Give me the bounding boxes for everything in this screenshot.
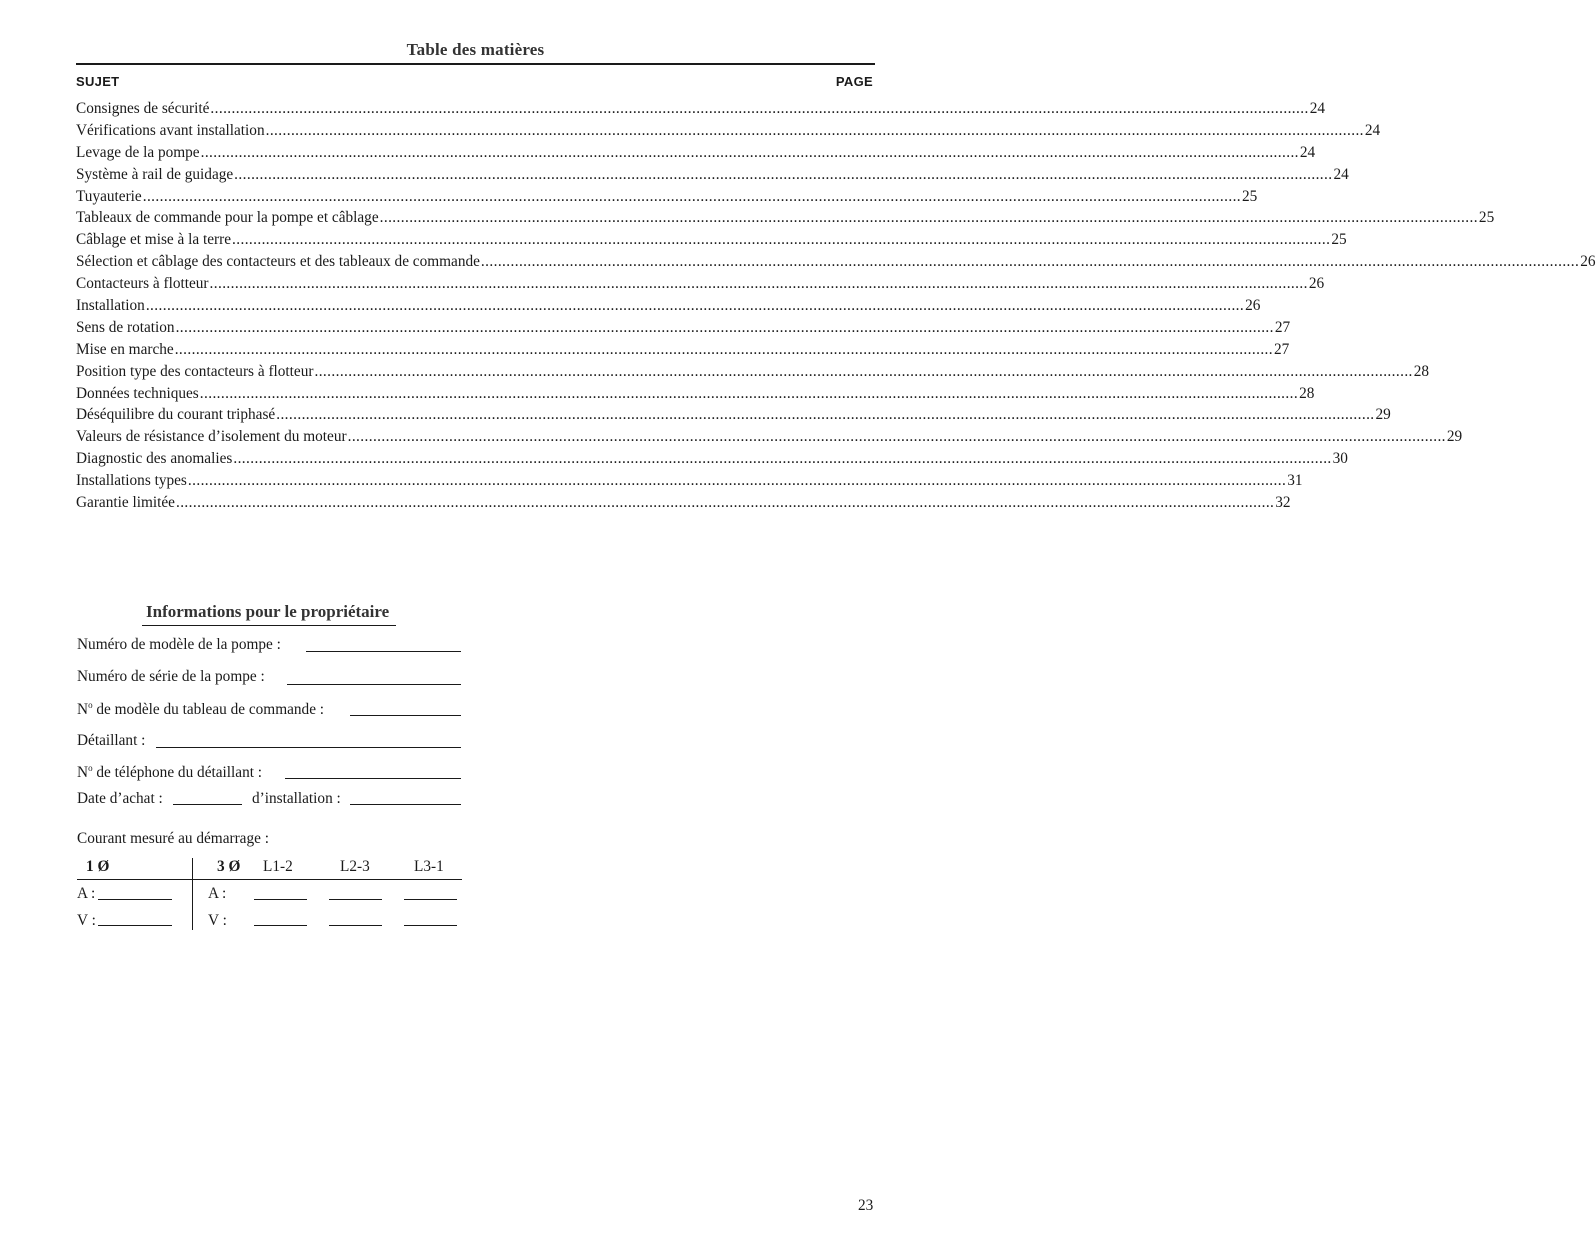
toc-entry: [76, 98, 1325, 120]
toc-entry: [76, 295, 1261, 317]
toc-entry-page: 29: [1375, 406, 1391, 424]
toc-entry-subject: Tuyauterie: [76, 187, 142, 205]
toc-col-page: PAGE: [835, 74, 873, 89]
pump-serial-label: Numéro de série de la pompe :: [77, 668, 265, 685]
toc-entry-page: 31: [1287, 472, 1303, 490]
toc-leader-dots: ....................................................................................................................................................................................................................................................................: [199, 384, 1299, 402]
three-amps-l1-2-field[interactable]: [254, 899, 307, 900]
install-date-label: d’installation :: [252, 790, 341, 807]
toc-entry-subject: Sens de rotation: [76, 318, 175, 336]
three-amps-label: A :: [208, 885, 227, 902]
current-table-rule: [77, 879, 462, 880]
toc-leader-dots: ....................................................................................................................................................................................................................................................................: [314, 362, 1413, 380]
toc-entry-subject: Déséquilibre du courant triphasé: [76, 406, 276, 424]
toc-entry-subject: Données techniques: [76, 384, 199, 402]
single-volts-field[interactable]: [98, 925, 172, 926]
toc-leader-dots: ....................................................................................................................................................................................................................................................................: [234, 165, 1333, 183]
single-volts-label: V :: [77, 912, 96, 929]
toc-leader-dots: ....................................................................................................................................................................................................................................................................: [379, 209, 1478, 227]
toc-entry-subject: Contacteurs à flotteur: [76, 275, 209, 293]
toc-col-subject: SUJET: [76, 74, 120, 89]
toc-entry-page: 27: [1274, 340, 1290, 358]
toc-entry-subject: Diagnostic des anomalies: [76, 450, 233, 468]
toc-leader-dots: ....................................................................................................................................................................................................................................................................: [175, 494, 1275, 512]
toc-entry: [76, 383, 1315, 405]
single-phase-header: 1 Ø: [86, 858, 110, 875]
purchase-date-field[interactable]: [173, 804, 242, 805]
toc-entry-page: 30: [1332, 450, 1348, 468]
toc-entry: [76, 207, 1495, 229]
install-date-field[interactable]: [350, 804, 461, 805]
toc-entry-page: 32: [1275, 494, 1291, 512]
toc-entry-subject: Sélection et câblage des contacteurs et des tableaux de commande: [76, 253, 480, 271]
phase-l3-1-header: L3-1: [414, 858, 444, 875]
toc-entry-page: 29: [1446, 428, 1463, 446]
three-amps-l3-1-field[interactable]: [404, 899, 457, 900]
toc-entry-page: 24: [1309, 100, 1325, 117]
toc-entry: [76, 317, 1291, 339]
pump-model-label: Numéro de modèle de la pompe :: [77, 636, 281, 653]
toc-leader-dots: ....................................................................................................................................................................................................................................................................: [233, 450, 1332, 468]
toc-entry: [76, 120, 1381, 142]
toc-entry-page: 26: [1580, 253, 1596, 271]
toc-entry-subject: Levage de la pompe: [76, 143, 200, 161]
dealer-phone-text: de téléphone du détaillant :: [92, 764, 263, 781]
toc-entry: [76, 448, 1348, 470]
purchase-date-label: Date d’achat :: [77, 790, 163, 807]
toc-entry-subject: Vérifications avant installation: [76, 121, 265, 139]
no-abbrev: N: [77, 701, 89, 718]
toc-entry-page: 27: [1274, 318, 1291, 336]
phase-l1-2-header: L1-2: [263, 858, 293, 875]
toc-entry: [76, 470, 1303, 492]
no-sup: o: [88, 700, 93, 710]
toc-leader-dots: ....................................................................................................................................................................................................................................................................: [276, 406, 1375, 424]
toc-leader-dots: ....................................................................................................................................................................................................................................................................: [210, 100, 1309, 117]
three-volts-l1-2-field[interactable]: [254, 925, 307, 926]
current-label: Courant mesuré au démarrage :: [77, 830, 269, 847]
toc-entry-subject: Système à rail de guidage: [76, 165, 234, 183]
toc-entry-subject: Consignes de sécurité: [76, 100, 210, 117]
toc-entry-page: 26: [1245, 297, 1261, 315]
toc-entry: [76, 251, 1596, 273]
toc-entry-page: 25: [1331, 231, 1347, 249]
dealer-label: Détaillant :: [77, 732, 146, 749]
toc-entry-page: 25: [1242, 187, 1258, 205]
toc-leader-dots: ....................................................................................................................................................................................................................................................................: [347, 428, 1446, 446]
toc-leader-dots: ....................................................................................................................................................................................................................................................................: [480, 253, 1580, 271]
toc-header: [76, 74, 873, 89]
pump-model-field[interactable]: [306, 651, 461, 652]
toc-entry-page: 26: [1308, 275, 1325, 293]
toc-leader-dots: ....................................................................................................................................................................................................................................................................: [145, 297, 1245, 315]
page-number: 23: [858, 1197, 874, 1214]
toc-entry-page: 24: [1333, 165, 1349, 183]
single-amps-label: A :: [77, 885, 96, 902]
toc-entry-subject: Valeurs de résistance d’isolement du moteur: [76, 428, 347, 446]
current-table-divider: [192, 858, 193, 930]
toc-entry-subject: Installations types: [76, 472, 187, 490]
control-model-text: de modèle du tableau de commande :: [92, 701, 325, 718]
no-sup-2: o: [88, 763, 93, 773]
toc-leader-dots: ....................................................................................................................................................................................................................................................................: [187, 472, 1287, 490]
toc-entry-subject: Installation: [76, 297, 145, 315]
toc-entry-subject: Garantie limitée: [76, 494, 175, 512]
toc-entry-page: 28: [1413, 362, 1430, 380]
toc-leader-dots: ....................................................................................................................................................................................................................................................................: [265, 121, 1364, 139]
toc-entry-page: 25: [1478, 209, 1495, 227]
dealer-field[interactable]: [156, 747, 461, 748]
toc-entry: [76, 492, 1291, 514]
toc-entry-page: 24: [1299, 143, 1316, 161]
toc-entry-subject: Tableaux de commande pour la pompe et câblage: [76, 209, 379, 227]
toc-entry-page: 28: [1299, 384, 1315, 402]
three-volts-l2-3-field[interactable]: [329, 925, 382, 926]
owner-info-title: Informations pour le propriétaire: [146, 602, 390, 621]
phase-l2-3-header: L2-3: [340, 858, 370, 875]
control-model-field[interactable]: [350, 715, 461, 716]
three-volts-label: V :: [208, 912, 227, 929]
toc-entry: [76, 426, 1463, 448]
dealer-phone-label: [77, 763, 262, 782]
toc-leader-dots: ....................................................................................................................................................................................................................................................................: [175, 318, 1274, 336]
toc-title-rule: [76, 63, 875, 65]
toc-list: [76, 98, 1596, 514]
toc-leader-dots: ....................................................................................................................................................................................................................................................................: [209, 275, 1308, 293]
owner-info-title-rule: [142, 625, 396, 626]
pump-serial-field[interactable]: [287, 684, 461, 685]
toc-entry-subject: Position type des contacteurs à flotteur: [76, 362, 314, 380]
no-abbrev-2: N: [77, 764, 89, 781]
toc-leader-dots: ....................................................................................................................................................................................................................................................................: [142, 187, 1242, 205]
toc-entry: [76, 361, 1430, 383]
three-phase-header: 3 Ø: [217, 858, 241, 875]
toc-entry-page: 24: [1364, 121, 1381, 139]
toc-entry: [76, 164, 1349, 186]
three-amps-l2-3-field[interactable]: [329, 899, 382, 900]
toc-leader-dots: ....................................................................................................................................................................................................................................................................: [200, 143, 1299, 161]
toc-entry: [76, 142, 1316, 164]
toc-entry-subject: Mise en marche: [76, 340, 174, 358]
control-model-label: [77, 700, 324, 719]
three-volts-l3-1-field[interactable]: [404, 925, 457, 926]
toc-title: Table des matières: [406, 40, 545, 59]
toc-entry: [76, 404, 1391, 426]
toc-entry: [76, 273, 1325, 295]
toc-leader-dots: ....................................................................................................................................................................................................................................................................: [232, 231, 1331, 249]
toc-entry: [76, 186, 1258, 208]
dealer-phone-field[interactable]: [285, 778, 461, 779]
toc-entry: [76, 339, 1290, 361]
toc-leader-dots: ....................................................................................................................................................................................................................................................................: [174, 340, 1273, 358]
toc-entry-subject: Câblage et mise à la terre: [76, 231, 232, 249]
toc-entry: [76, 229, 1347, 251]
single-amps-field[interactable]: [98, 899, 172, 900]
